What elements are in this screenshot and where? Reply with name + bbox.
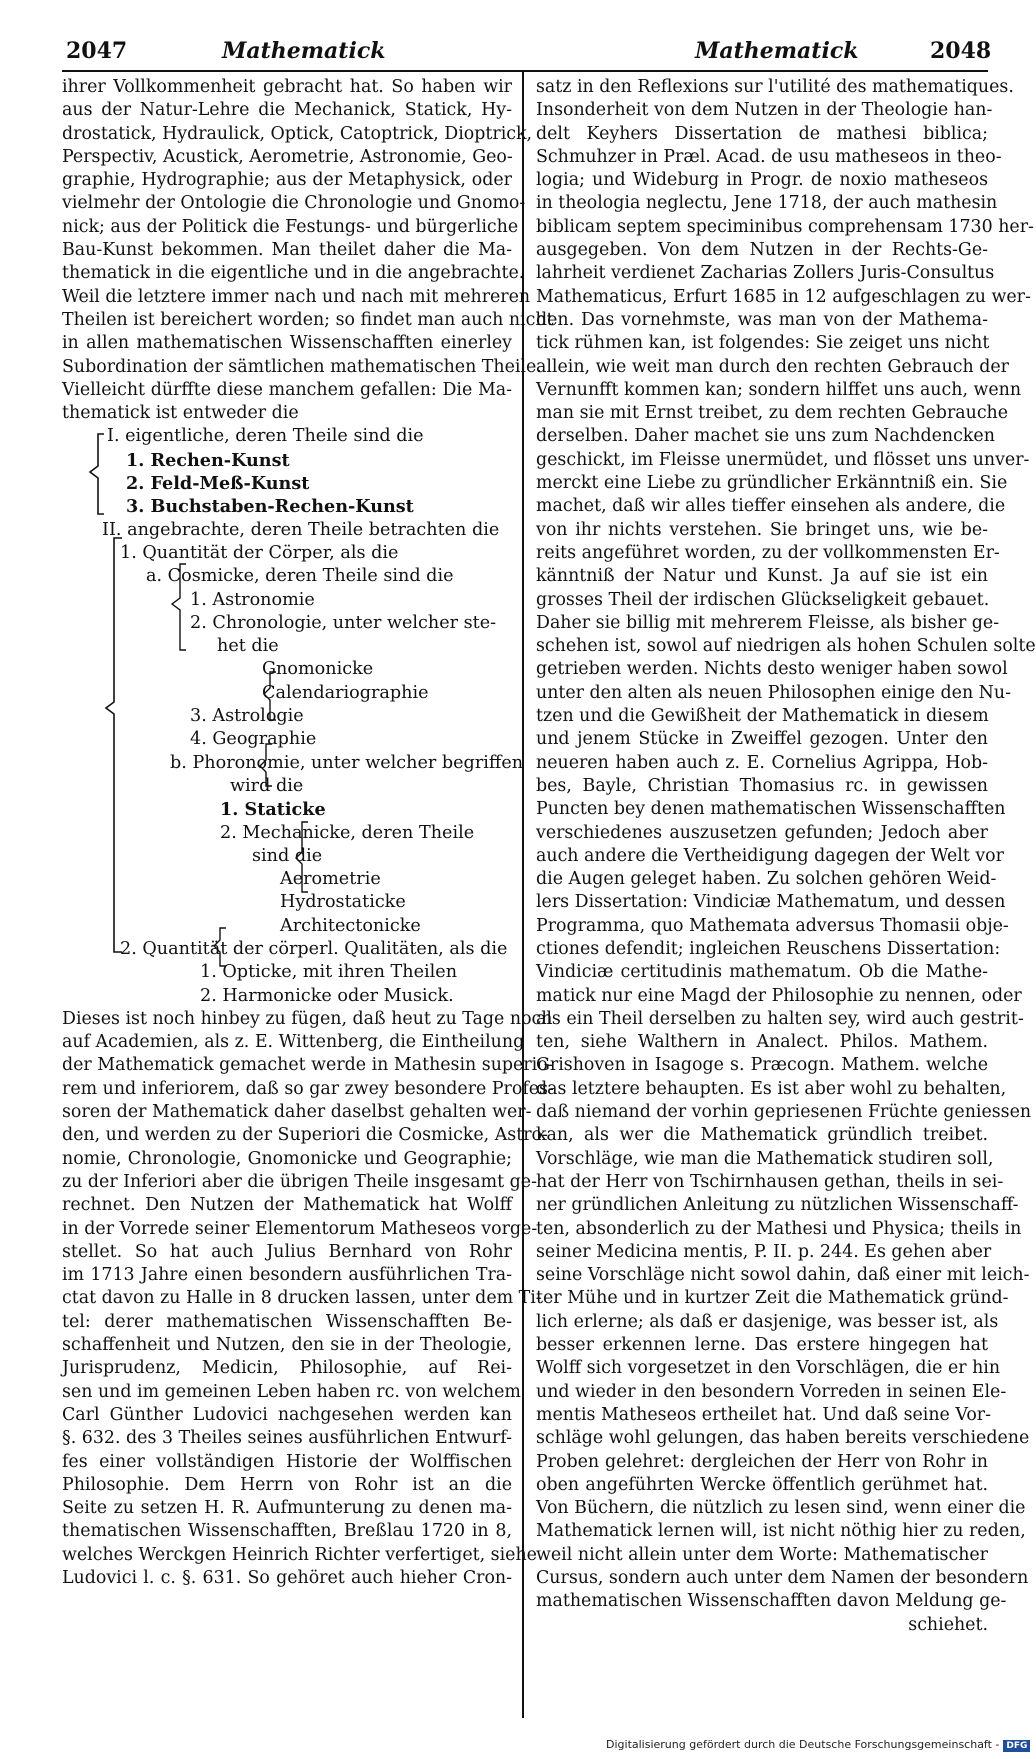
text-line: ten, siehe Walthern in Analect. Philos. Mathem.	[536, 1032, 988, 1053]
text-line: a. Cosmicke, deren Theile sind die	[146, 566, 454, 587]
text-line: auf Academien, als z. E. Wittenberg, die Eintheilung	[62, 1032, 525, 1053]
text-line: Hydrostaticke	[280, 892, 406, 913]
text-line: I. eigentliche, deren Theile sind die	[107, 426, 424, 447]
text-line: matick nur eine Magd der Philosophie zu nennen, oder	[536, 985, 1022, 1006]
header-rule	[62, 70, 988, 72]
text-line: seiner Medicina mentis, P. II. p. 244. Es gehen aber	[536, 1241, 992, 1262]
text-line: schaffenheit und Nutzen, den sie in der Theologie,	[62, 1335, 512, 1356]
text-line: das letztere behaupten. Es ist aber wohl zu behalten,	[536, 1078, 1007, 1099]
text-line: soren der Mathematick daher daselbst gehalten wer-	[62, 1102, 532, 1123]
text-line: mathematischen Wissenschafften davon Meldung ge-	[536, 1591, 1007, 1612]
credit-text: Digitalisierung gefördert durch die Deutsche Forschungsgemeinschaft -	[606, 1738, 1000, 1751]
running-head-left: Mathematick	[222, 38, 386, 64]
right-column	[536, 76, 1036, 1637]
brace-cosmicke	[172, 564, 186, 650]
brace-i	[90, 434, 104, 514]
brace-opticke	[214, 928, 226, 966]
text-line: Proben gelehret: dergleichen der Herr von Rohr in	[536, 1451, 988, 1472]
text-line: merckt eine Liebe zu gründlicher Erkänntniß ein. Sie	[536, 473, 1008, 494]
text-line: verschiedenes auszusetzen gefunden; Jedoch aber	[536, 822, 988, 843]
text-line: lich erlerne; als daß er dasjenige, was besser ist, als	[536, 1311, 999, 1332]
text-line: allein, wie weit man durch den rechten Gebrauch der	[536, 356, 1009, 377]
text-line: 2. Harmonicke oder Musick.	[200, 985, 454, 1006]
text-line: in theologia neglectu, Jene 1718, der auch mathesin	[536, 193, 998, 214]
text-line: aus der Natur-Lehre die Mechanick, Statick, Hy-	[62, 100, 512, 121]
text-line: 2. Quantität der cörperl. Qualitäten, als die	[120, 938, 508, 959]
text-line: thematischen Wissenschafften, Breßlau 1720 in 8,	[62, 1521, 512, 1542]
text-line: unter den alten als neuen Philosophen einige den Nu-	[536, 682, 1011, 703]
text-line: sen und im gemeinen Leben haben rc. von welchem	[62, 1381, 521, 1402]
text-line: Daher sie billig mit mehrerem Fleisse, als bisher ge-	[536, 612, 1000, 633]
digitization-credit	[606, 1738, 1030, 1752]
text-line: Calendariographie	[262, 682, 429, 703]
text-line: machet, daß wir alles tieffer einsehen als andere, die	[536, 496, 1006, 517]
text-line: ter Mühe und in kurtzer Zeit die Mathematick gründ-	[536, 1288, 1009, 1309]
text-line: Mathematick lernen will, ist nicht nöthig hier zu reden,	[536, 1521, 1026, 1542]
running-head-right: Mathematick	[695, 38, 859, 64]
text-line: ner gründlichen Anleitung zu nützlichen Wissenschaff-	[536, 1195, 1019, 1216]
text-line: Vielleicht dürffte diese manchem gefallen: Die Ma-	[62, 379, 512, 400]
text-line: satz in den Reflexions sur l'utilité des mathematiques.	[536, 77, 1014, 97]
text-line: 1. Rechen-Kunst	[126, 449, 290, 471]
text-line: schehen ist, sowol auf niedrigen als hohen Schulen solte	[536, 636, 1036, 657]
text-line: auch andere die Vertheidigung dagegen der Welt vor	[536, 845, 1004, 866]
page-number-left: 2047	[66, 38, 128, 64]
text-line: 1. Astronomie	[190, 589, 315, 610]
text-line: ctiones defendit; ingleichen Reuschens Dissertation:	[536, 938, 1001, 959]
text-line: Grishoven in Isagoge s. Præcogn. Mathem. welche	[536, 1055, 988, 1076]
text-line: graphie, Hydrographie; aus der Metaphysick, oder	[62, 170, 512, 191]
brace-gnomonicke	[264, 672, 276, 720]
text-line: Seite zu setzen H. R. Aufmunterung zu denen ma-	[62, 1498, 512, 1519]
text-line: §. 632. des 3 Theiles seines ausführlichen Entwurf-	[62, 1428, 512, 1449]
text-line: II. angebrachte, deren Theile betrachten die	[102, 519, 500, 540]
text-line: nick; aus der Politick die Festungs- und bürgerliche	[62, 216, 519, 237]
text-line: Carl Günther Ludovici nachgesehen werden kan	[62, 1404, 512, 1425]
page-number-right: 2048	[930, 38, 992, 64]
text-line: Weil die letztere immer nach und nach mit mehreren	[62, 286, 531, 307]
text-line: kan, als wer die Mathematick gründlich treibet.	[536, 1125, 988, 1146]
text-line: b. Phoronomie, unter welcher begriffen	[170, 752, 524, 773]
text-line: grosses Theil der irdischen Glückseligkeit gebauet.	[536, 589, 990, 610]
text-line: drostatick, Hydraulick, Optick, Catoptrick, Dioptrick,	[62, 123, 533, 144]
text-line: nomie, Chronologie, Gnomonicke und Geographie;	[62, 1148, 512, 1169]
text-line: Mathematicus, Erfurt 1685 in 12 aufgeschlagen zu wer-	[536, 286, 1031, 307]
text-line: Subordination der sämtlichen mathematischen Theile.	[62, 356, 542, 377]
text-line: tel: derer mathematischen Wissenschafften Be-	[62, 1311, 512, 1332]
text-line: 2. Chronologie, unter welcher ste-	[190, 612, 497, 633]
text-line: fes einer vollständigen Historie der Wolffischen	[62, 1451, 512, 1472]
text-line: Insonderheit von dem Nutzen in der Theologie han-	[536, 100, 993, 121]
text-line: 3. Buchstaben-Rechen-Kunst	[126, 496, 414, 518]
text-line: zu der Inferiori aber die übrigen Theile insgesamt ge-	[62, 1171, 537, 1192]
text-line: der Mathematick gemachet werde in Mathesin superio-	[62, 1055, 554, 1076]
text-line: rechnet. Den Nutzen der Mathematick hat Wolff	[62, 1195, 512, 1216]
text-line: Gnomonicke	[262, 659, 374, 680]
text-line: schiehet.	[908, 1614, 988, 1635]
text-line: biblicam septem speciminibus comprehensam 1730 her-	[536, 216, 1034, 237]
text-line: Jurisprudenz, Medicin, Philosophie, auf Rei-	[62, 1358, 512, 1379]
text-line: im 1713 Jahre einen besondern ausführlichen Tra-	[62, 1265, 512, 1286]
dfg-logo: DFG	[1003, 1740, 1030, 1752]
text-line: ihrer Vollkommenheit gebracht hat. So haben wir	[62, 77, 512, 97]
text-line: ausgegeben. Von dem Nutzen in der Rechts-Ge-	[536, 240, 988, 261]
text-line: thematick in die eigentliche und in die angebrachte.	[62, 263, 525, 284]
text-line: seine Vorschläge nicht sowol dahin, daß einer mit leich-	[536, 1265, 1030, 1286]
text-line: mentis Matheseos ertheilet hat. Und daß seine Vor-	[536, 1404, 991, 1425]
text-line: weil nicht allein unter dem Worte: Mathematischer	[536, 1544, 988, 1565]
text-line: Vorschläge, wie man die Mathematick studiren soll,	[536, 1148, 994, 1169]
text-line: ten, absonderlich zu der Mathesi und Physica; theils in	[536, 1218, 1022, 1239]
text-line: vielmehr der Ontologie die Chronologie und Gnomo-	[62, 193, 526, 214]
text-line: von ihr nichts verstehen. Sie bringet uns, wie be-	[536, 519, 988, 540]
text-line: 1. Staticke	[220, 799, 326, 821]
brace-ii	[106, 538, 122, 952]
text-line: oben angeführten Wercke öffentlich gerühmet hat.	[536, 1474, 988, 1495]
text-line: Architectonicke	[280, 915, 421, 936]
text-line: ctat davon zu Halle in 8 drucken lassen, unter dem Ti-	[62, 1288, 542, 1309]
text-line: känntniß der Natur und Kunst. Ja auf sie ist ein	[536, 566, 988, 587]
text-line: Cursus, sondern auch unter dem Namen der besondern	[536, 1568, 1029, 1588]
text-line: bes, Bayle, Christian Thomasius rc. in gewissen	[536, 775, 988, 796]
text-line: Wolff sich vorgesetzet in den Vorschlägen, die er hin	[536, 1358, 1001, 1379]
text-line: Vernunfft kommen kan; sondern hilffet uns auch, wenn	[536, 379, 1022, 400]
text-line: derselben. Daher machet sie uns zum Nachdencken	[536, 426, 995, 447]
text-line: getrieben werden. Nichts desto weniger haben sowol	[536, 659, 1008, 680]
text-line: 3. Astrologie	[190, 706, 304, 727]
text-line: in der Vorrede seiner Elementorum Matheseos vorge-	[62, 1218, 538, 1239]
text-line: tick rühmen kan, ist folgendes: Sie zeiget uns nicht	[536, 333, 990, 354]
text-line: Puncten bey denen mathematischen Wissenschafften	[536, 799, 1006, 820]
text-line: stellet. So hat auch Julius Bernhard von Rohr	[62, 1241, 512, 1262]
text-line: 2. Mechanicke, deren Theile	[220, 822, 475, 843]
text-line: 1. Quantität der Cörper, als die	[120, 542, 399, 563]
text-line: delt Keyhers Dissertation de mathesi biblica;	[536, 123, 988, 144]
text-line: welches Werckgen Heinrich Richter verfertiget, siehe	[62, 1544, 537, 1565]
text-line: 1. Opticke, mit ihren Theilen	[200, 962, 458, 983]
text-line: Philosophie. Dem Herrn von Rohr ist an die	[62, 1474, 512, 1495]
text-line: Vindiciæ certitudinis mathematum. Ob die Mathe-	[536, 962, 988, 983]
outline-braces	[86, 432, 386, 992]
text-line: in allen mathematischen Wissenschafften einerley	[62, 333, 512, 354]
text-line: 2. Feld-Meß-Kunst	[126, 473, 310, 495]
text-line: het die	[217, 636, 279, 657]
text-line: hat der Herr von Tschirnhausen gethan, theils in sei-	[536, 1171, 1004, 1192]
text-line: wird die	[230, 775, 304, 796]
text-line: neueren haben auch z. E. Cornelius Agrippa, Hob-	[536, 752, 988, 773]
text-line: reits angeführet worden, zu der vollkommensten Er-	[536, 542, 1000, 563]
text-line: rem und inferiorem, daß so gar zwey besondere Profes-	[62, 1078, 554, 1099]
text-line: Perspectiv, Acustick, Aerometrie, Astronomie, Geo-	[62, 146, 513, 167]
text-line: man sie mit Ernst treibet, zu dem rechten Gebrauche	[536, 403, 1009, 424]
text-line: Ludovici l. c. §. 631. So gehöret auch hieher Cron-	[62, 1568, 512, 1588]
text-line: lahrheit verdienet Zacharias Zollers Juris-Consultus	[536, 263, 995, 284]
text-line: schläge wohl gelungen, das haben bereits verschiedene	[536, 1428, 1030, 1449]
text-line: besser erkennen lerne. Das erstere hingegen hat	[536, 1335, 988, 1356]
text-line: Von Büchern, die nützlich zu lesen sind, wenn einer die	[536, 1498, 1026, 1519]
text-line: den, und werden zu der Superiori die Cosmicke, Astro-	[62, 1125, 548, 1146]
text-line: logia; und Wideburg in Progr. de noxio matheseos	[536, 170, 988, 191]
text-line: als ein Theil derselben zu halten sey, wird auch gestrit-	[536, 1008, 1024, 1029]
brace-aerometrie	[296, 822, 308, 892]
text-line: Schmuhzer in Præl. Acad. de usu matheseos in theo-	[536, 146, 1002, 167]
text-line: Programma, quo Mathemata adversus Thomasii obje-	[536, 915, 1009, 936]
text-line: Bau-Kunst bekommen. Man theilet daher die Ma-	[62, 240, 512, 261]
text-line: sind die	[252, 845, 323, 866]
text-line: lers Dissertation: Vindiciæ Mathematum, und dessen	[536, 892, 1006, 913]
text-line: und jenem Stücke in Zweiffel gezogen. Unter den	[536, 729, 988, 750]
text-line: Aerometrie	[280, 869, 381, 890]
text-line: Theilen ist bereichert worden; so findet man auch nicht	[62, 309, 554, 330]
text-line: Dieses ist noch hinbey zu fügen, daß heut zu Tage noch	[62, 1008, 553, 1029]
brace-mechanicke	[260, 744, 272, 786]
text-line: und wieder in den besondern Vorreden in seinen Ele-	[536, 1381, 1007, 1402]
text-line: tzen und die Gewißheit der Mathematick in diesem	[536, 706, 989, 727]
text-line: 4. Geographie	[190, 729, 317, 750]
text-line: geschickt, im Fleisse unermüdet, und flösset uns unver-	[536, 449, 1030, 470]
text-line: den. Das vornehmste, was man von der Mathema-	[536, 309, 988, 330]
text-line: thematick ist entweder die	[62, 403, 299, 424]
text-line: daß niemand der vorhin gepriesenen Früchte geniessen	[536, 1102, 1032, 1123]
text-line: die Augen geleget haben. Zu solchen gehören Weid-	[536, 869, 997, 890]
